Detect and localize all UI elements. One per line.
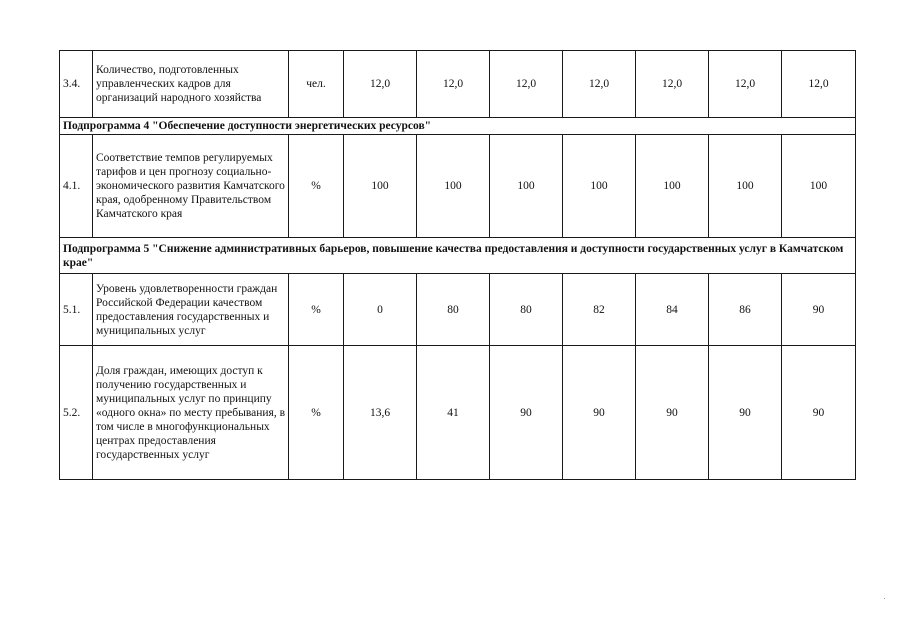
indicator-value-year-6: 90 [709, 346, 782, 480]
indicator-row [60, 135, 856, 238]
indicator-value-year-5: 84 [636, 274, 709, 346]
indicator-unit: % [289, 346, 344, 480]
indicator-name: Количество, подготовленных управленческих кадров для организаций народного хозяйства [93, 51, 289, 118]
indicator-number: 5.2. [60, 346, 93, 480]
subprogram-header-row [60, 118, 856, 135]
indicator-value-year-4: 90 [563, 346, 636, 480]
indicator-unit: % [289, 274, 344, 346]
indicator-value-year-4: 82 [563, 274, 636, 346]
indicator-name: Доля граждан, имеющих доступ к получению государственных и муниципальных услуг по принципу «одного окна» по месту пребывания, в том числе в многофункциональных центрах предоставления государственных услуг [93, 346, 289, 480]
indicator-value-year-1: 12,0 [344, 51, 417, 118]
indicator-value-year-3: 100 [490, 135, 563, 238]
indicator-value-year-5: 100 [636, 135, 709, 238]
indicator-value-year-7: 90 [782, 274, 856, 346]
indicator-value-year-2: 80 [417, 274, 490, 346]
indicator-unit: чел. [289, 51, 344, 118]
indicator-value-year-5: 90 [636, 346, 709, 480]
subprogram-title: Подпрограмма 4 "Обеспечение доступности энергетических ресурсов" [60, 118, 856, 135]
indicator-number: 5.1. [60, 274, 93, 346]
indicator-value-year-6: 12,0 [709, 51, 782, 118]
indicator-value-year-2: 100 [417, 135, 490, 238]
scan-speck [884, 598, 885, 599]
indicator-value-year-2: 12,0 [417, 51, 490, 118]
indicator-number: 3.4. [60, 51, 93, 118]
indicator-value-year-6: 100 [709, 135, 782, 238]
indicator-value-year-6: 86 [709, 274, 782, 346]
indicator-name: Соответствие темпов регулируемых тарифов и цен прогнозу социально-экономического развития Камчатского края, одобренному Правительством Камчатского края [93, 135, 289, 238]
indicator-unit: % [289, 135, 344, 238]
subprogram-header-row [60, 238, 856, 274]
subprogram-title: Подпрограмма 5 "Снижение административных барьеров, повышение качества предоставления и доступности государственных услуг в Камчатском крае" [60, 238, 856, 274]
indicator-value-year-1: 0 [344, 274, 417, 346]
indicator-value-year-1: 100 [344, 135, 417, 238]
indicator-row [60, 51, 856, 118]
indicator-value-year-4: 100 [563, 135, 636, 238]
indicators-table [59, 50, 856, 480]
indicator-row [60, 274, 856, 346]
indicator-name: Уровень удовлетворенности граждан Российской Федерации качеством предоставления государственных и муниципальных услуг [93, 274, 289, 346]
indicator-value-year-7: 100 [782, 135, 856, 238]
indicator-number: 4.1. [60, 135, 93, 238]
indicator-value-year-3: 12,0 [490, 51, 563, 118]
indicator-value-year-5: 12,0 [636, 51, 709, 118]
indicator-value-year-1: 13,6 [344, 346, 417, 480]
indicator-row [60, 346, 856, 480]
indicator-value-year-7: 12,0 [782, 51, 856, 118]
indicator-value-year-4: 12,0 [563, 51, 636, 118]
indicator-value-year-3: 90 [490, 346, 563, 480]
indicator-value-year-2: 41 [417, 346, 490, 480]
indicator-value-year-7: 90 [782, 346, 856, 480]
indicator-value-year-3: 80 [490, 274, 563, 346]
